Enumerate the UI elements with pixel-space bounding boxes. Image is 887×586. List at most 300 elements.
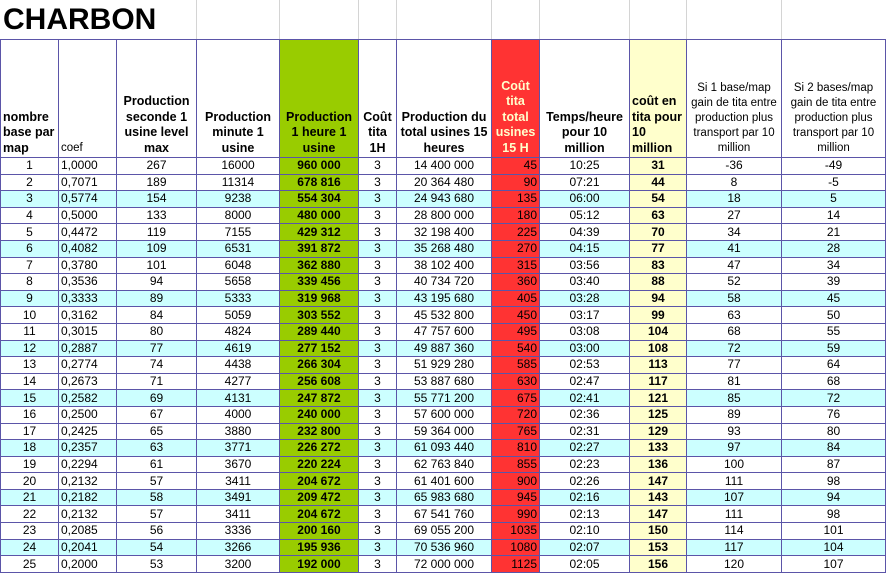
cell-prod-seconde[interactable]: 119 <box>117 224 197 241</box>
cell-cout-total[interactable]: 1080 <box>492 539 540 556</box>
cell-cout-10m[interactable]: 108 <box>630 340 687 357</box>
cell-coef[interactable]: 0,3015 <box>59 323 117 340</box>
cell-prod-heure[interactable]: 232 800 <box>280 423 359 440</box>
cell-prod-minute[interactable]: 4131 <box>197 390 280 407</box>
cell-coef[interactable]: 0,3333 <box>59 290 117 307</box>
cell-si2[interactable]: 45 <box>782 290 886 307</box>
cell-cout-10m[interactable]: 147 <box>630 506 687 523</box>
cell-si1[interactable]: 120 <box>687 556 782 573</box>
cell-cout-10m[interactable]: 94 <box>630 290 687 307</box>
cell-si2[interactable]: 34 <box>782 257 886 274</box>
cell-si2[interactable]: 107 <box>782 556 886 573</box>
cell-cout-tita[interactable]: 3 <box>359 224 397 241</box>
cell-prod-minute[interactable]: 3411 <box>197 473 280 490</box>
cell-coef[interactable]: 0,7071 <box>59 174 117 191</box>
cell-prod-heure[interactable]: 204 672 <box>280 506 359 523</box>
cell-si1[interactable]: 34 <box>687 224 782 241</box>
cell-si1[interactable]: 97 <box>687 440 782 457</box>
cell-cout-10m[interactable]: 63 <box>630 207 687 224</box>
cell-si1[interactable]: 77 <box>687 357 782 374</box>
cell-prod-total[interactable]: 53 887 680 <box>397 373 492 390</box>
cell-si1[interactable]: 8 <box>687 174 782 191</box>
cell-prod-total[interactable]: 61 093 440 <box>397 440 492 457</box>
cell-si2[interactable]: 39 <box>782 274 886 291</box>
cell-temps[interactable]: 02:41 <box>540 390 630 407</box>
cell-temps[interactable]: 03:56 <box>540 257 630 274</box>
header-prod-total[interactable]: Production du total usines 15 heures <box>397 40 492 158</box>
cell-cout-total[interactable]: 765 <box>492 423 540 440</box>
cell-cout-tita[interactable]: 3 <box>359 240 397 257</box>
cell-cout-total[interactable]: 810 <box>492 440 540 457</box>
cell-coef[interactable]: 0,2582 <box>59 390 117 407</box>
cell-prod-total[interactable]: 24 943 680 <box>397 191 492 208</box>
cell-prod-total[interactable]: 61 401 600 <box>397 473 492 490</box>
cell-prod-heure[interactable]: 277 152 <box>280 340 359 357</box>
cell-coef[interactable]: 0,5000 <box>59 207 117 224</box>
cell-prod-heure[interactable]: 289 440 <box>280 323 359 340</box>
cell-prod-total[interactable]: 67 541 760 <box>397 506 492 523</box>
cell-si1[interactable]: 111 <box>687 506 782 523</box>
cell-si2[interactable]: 5 <box>782 191 886 208</box>
cell-nombre[interactable]: 11 <box>1 323 59 340</box>
cell-cout-total[interactable]: 630 <box>492 373 540 390</box>
cell-si2[interactable]: -49 <box>782 158 886 175</box>
cell-si1[interactable]: 89 <box>687 406 782 423</box>
cell-cout-10m[interactable]: 147 <box>630 473 687 490</box>
cell-coef[interactable]: 0,2000 <box>59 556 117 573</box>
cell-prod-heure[interactable]: 247 872 <box>280 390 359 407</box>
cell-cout-total[interactable]: 585 <box>492 357 540 374</box>
cell-prod-seconde[interactable]: 74 <box>117 357 197 374</box>
cell-prod-total[interactable]: 35 268 480 <box>397 240 492 257</box>
cell-prod-minute[interactable]: 4277 <box>197 373 280 390</box>
cell-prod-minute[interactable]: 3200 <box>197 556 280 573</box>
cell-cout-total[interactable]: 945 <box>492 489 540 506</box>
cell-cout-10m[interactable]: 99 <box>630 307 687 324</box>
cell-prod-minute[interactable]: 4438 <box>197 357 280 374</box>
cell-prod-heure[interactable]: 204 672 <box>280 473 359 490</box>
cell-prod-heure[interactable]: 226 272 <box>280 440 359 457</box>
cell-prod-minute[interactable]: 9238 <box>197 191 280 208</box>
cell-prod-minute[interactable]: 3670 <box>197 456 280 473</box>
cell-cout-tita[interactable]: 3 <box>359 473 397 490</box>
cell-cout-tita[interactable]: 3 <box>359 307 397 324</box>
cell-prod-total[interactable]: 49 887 360 <box>397 340 492 357</box>
cell-cout-10m[interactable]: 104 <box>630 323 687 340</box>
cell-si1[interactable]: 41 <box>687 240 782 257</box>
cell-si2[interactable]: 59 <box>782 340 886 357</box>
cell-prod-seconde[interactable]: 154 <box>117 191 197 208</box>
cell-si1[interactable]: 47 <box>687 257 782 274</box>
cell-cout-total[interactable]: 360 <box>492 274 540 291</box>
cell-coef[interactable]: 0,2425 <box>59 423 117 440</box>
cell-temps[interactable]: 02:36 <box>540 406 630 423</box>
cell-prod-heure[interactable]: 240 000 <box>280 406 359 423</box>
cell-cout-total[interactable]: 900 <box>492 473 540 490</box>
cell-temps[interactable]: 02:13 <box>540 506 630 523</box>
cell-temps[interactable]: 03:08 <box>540 323 630 340</box>
cell-si1[interactable]: 85 <box>687 390 782 407</box>
cell-si2[interactable]: 28 <box>782 240 886 257</box>
cell-coef[interactable]: 0,2887 <box>59 340 117 357</box>
cell-temps[interactable]: 07:21 <box>540 174 630 191</box>
cell-prod-minute[interactable]: 4824 <box>197 323 280 340</box>
cell-prod-heure[interactable]: 303 552 <box>280 307 359 324</box>
cell-coef[interactable]: 0,2182 <box>59 489 117 506</box>
cell-prod-seconde[interactable]: 57 <box>117 506 197 523</box>
cell-si2[interactable]: -5 <box>782 174 886 191</box>
cell-prod-seconde[interactable]: 61 <box>117 456 197 473</box>
cell-prod-total[interactable]: 14 400 000 <box>397 158 492 175</box>
cell-cout-total[interactable]: 225 <box>492 224 540 241</box>
cell-prod-heure[interactable]: 554 304 <box>280 191 359 208</box>
cell-prod-seconde[interactable]: 58 <box>117 489 197 506</box>
cell-cout-total[interactable]: 270 <box>492 240 540 257</box>
cell-prod-total[interactable]: 72 000 000 <box>397 556 492 573</box>
cell-prod-heure[interactable]: 209 472 <box>280 489 359 506</box>
cell-cout-tita[interactable]: 3 <box>359 423 397 440</box>
cell-cout-total[interactable]: 540 <box>492 340 540 357</box>
cell-si1[interactable]: 52 <box>687 274 782 291</box>
cell-nombre[interactable]: 8 <box>1 274 59 291</box>
cell-prod-heure[interactable]: 339 456 <box>280 274 359 291</box>
cell-temps[interactable]: 02:26 <box>540 473 630 490</box>
cell-prod-heure[interactable]: 960 000 <box>280 158 359 175</box>
header-prod-minute[interactable]: Production minute 1 usine <box>197 40 280 158</box>
cell-cout-total[interactable]: 495 <box>492 323 540 340</box>
cell-cout-10m[interactable]: 125 <box>630 406 687 423</box>
cell-cout-10m[interactable]: 44 <box>630 174 687 191</box>
cell-nombre[interactable]: 21 <box>1 489 59 506</box>
cell-cout-10m[interactable]: 121 <box>630 390 687 407</box>
cell-prod-seconde[interactable]: 63 <box>117 440 197 457</box>
cell-temps[interactable]: 02:47 <box>540 373 630 390</box>
cell-cout-total[interactable]: 45 <box>492 158 540 175</box>
cell-prod-total[interactable]: 32 198 400 <box>397 224 492 241</box>
cell-cout-tita[interactable]: 3 <box>359 357 397 374</box>
cell-si1[interactable]: -36 <box>687 158 782 175</box>
cell-coef[interactable]: 0,2294 <box>59 456 117 473</box>
cell-si1[interactable]: 111 <box>687 473 782 490</box>
cell-prod-heure[interactable]: 429 312 <box>280 224 359 241</box>
cell-nombre[interactable]: 7 <box>1 257 59 274</box>
cell-cout-10m[interactable]: 83 <box>630 257 687 274</box>
cell-temps[interactable]: 02:31 <box>540 423 630 440</box>
header-prod-heure[interactable]: Production 1 heure 1 usine <box>280 40 359 158</box>
cell-cout-tita[interactable]: 3 <box>359 506 397 523</box>
cell-prod-total[interactable]: 20 364 480 <box>397 174 492 191</box>
cell-cout-10m[interactable]: 143 <box>630 489 687 506</box>
cell-coef[interactable]: 0,4472 <box>59 224 117 241</box>
cell-temps[interactable]: 02:27 <box>540 440 630 457</box>
cell-prod-seconde[interactable]: 189 <box>117 174 197 191</box>
cell-temps[interactable]: 02:16 <box>540 489 630 506</box>
cell-prod-minute[interactable]: 5333 <box>197 290 280 307</box>
cell-coef[interactable]: 0,3536 <box>59 274 117 291</box>
cell-cout-total[interactable]: 990 <box>492 506 540 523</box>
cell-coef[interactable]: 0,2774 <box>59 357 117 374</box>
cell-si1[interactable]: 72 <box>687 340 782 357</box>
cell-prod-total[interactable]: 57 600 000 <box>397 406 492 423</box>
cell-nombre[interactable]: 10 <box>1 307 59 324</box>
cell-nombre[interactable]: 18 <box>1 440 59 457</box>
cell-prod-total[interactable]: 65 983 680 <box>397 489 492 506</box>
cell-prod-minute[interactable]: 3771 <box>197 440 280 457</box>
cell-prod-minute[interactable]: 6531 <box>197 240 280 257</box>
cell-temps[interactable]: 10:25 <box>540 158 630 175</box>
cell-si2[interactable]: 98 <box>782 473 886 490</box>
cell-cout-tita[interactable]: 3 <box>359 290 397 307</box>
cell-nombre[interactable]: 19 <box>1 456 59 473</box>
cell-nombre[interactable]: 2 <box>1 174 59 191</box>
cell-prod-minute[interactable]: 4000 <box>197 406 280 423</box>
cell-cout-10m[interactable]: 70 <box>630 224 687 241</box>
cell-prod-seconde[interactable]: 267 <box>117 158 197 175</box>
cell-coef[interactable]: 1,0000 <box>59 158 117 175</box>
cell-cout-10m[interactable]: 88 <box>630 274 687 291</box>
cell-coef[interactable]: 0,5774 <box>59 191 117 208</box>
cell-prod-seconde[interactable]: 133 <box>117 207 197 224</box>
cell-prod-total[interactable]: 40 734 720 <box>397 274 492 291</box>
cell-si2[interactable]: 55 <box>782 323 886 340</box>
cell-temps[interactable]: 02:07 <box>540 539 630 556</box>
cell-prod-seconde[interactable]: 101 <box>117 257 197 274</box>
cell-cout-10m[interactable]: 129 <box>630 423 687 440</box>
cell-prod-seconde[interactable]: 65 <box>117 423 197 440</box>
cell-cout-tita[interactable]: 3 <box>359 523 397 540</box>
cell-si1[interactable]: 100 <box>687 456 782 473</box>
cell-si1[interactable]: 18 <box>687 191 782 208</box>
cell-prod-seconde[interactable]: 77 <box>117 340 197 357</box>
cell-si2[interactable]: 21 <box>782 224 886 241</box>
cell-cout-tita[interactable]: 3 <box>359 373 397 390</box>
cell-cout-tita[interactable]: 3 <box>359 207 397 224</box>
cell-cout-10m[interactable]: 54 <box>630 191 687 208</box>
cell-prod-total[interactable]: 28 800 000 <box>397 207 492 224</box>
cell-cout-total[interactable]: 450 <box>492 307 540 324</box>
cell-temps[interactable]: 03:28 <box>540 290 630 307</box>
cell-temps[interactable]: 03:40 <box>540 274 630 291</box>
cell-prod-total[interactable]: 55 771 200 <box>397 390 492 407</box>
cell-cout-tita[interactable]: 3 <box>359 340 397 357</box>
cell-prod-total[interactable]: 45 532 800 <box>397 307 492 324</box>
cell-nombre[interactable]: 25 <box>1 556 59 573</box>
cell-prod-heure[interactable]: 256 608 <box>280 373 359 390</box>
cell-cout-tita[interactable]: 3 <box>359 174 397 191</box>
cell-prod-seconde[interactable]: 109 <box>117 240 197 257</box>
cell-prod-heure[interactable]: 266 304 <box>280 357 359 374</box>
header-si1[interactable]: Si 1 base/map gain de tita entre production plus transport par 10 million <box>687 40 782 158</box>
cell-nombre[interactable]: 1 <box>1 158 59 175</box>
cell-prod-minute[interactable]: 5059 <box>197 307 280 324</box>
header-cout-tita[interactable]: Coût tita 1H <box>359 40 397 158</box>
cell-prod-seconde[interactable]: 69 <box>117 390 197 407</box>
cell-prod-total[interactable]: 47 757 600 <box>397 323 492 340</box>
cell-si2[interactable]: 80 <box>782 423 886 440</box>
cell-si1[interactable]: 114 <box>687 523 782 540</box>
cell-cout-10m[interactable]: 150 <box>630 523 687 540</box>
cell-temps[interactable]: 03:00 <box>540 340 630 357</box>
cell-prod-seconde[interactable]: 80 <box>117 323 197 340</box>
cell-cout-tita[interactable]: 3 <box>359 489 397 506</box>
cell-nombre[interactable]: 23 <box>1 523 59 540</box>
cell-coef[interactable]: 0,2673 <box>59 373 117 390</box>
cell-si2[interactable]: 94 <box>782 489 886 506</box>
cell-si1[interactable]: 63 <box>687 307 782 324</box>
cell-cout-10m[interactable]: 136 <box>630 456 687 473</box>
cell-si1[interactable]: 93 <box>687 423 782 440</box>
cell-si2[interactable]: 98 <box>782 506 886 523</box>
cell-temps[interactable]: 05:12 <box>540 207 630 224</box>
cell-nombre[interactable]: 24 <box>1 539 59 556</box>
cell-prod-minute[interactable]: 3411 <box>197 506 280 523</box>
cell-cout-tita[interactable]: 3 <box>359 539 397 556</box>
cell-nombre[interactable]: 17 <box>1 423 59 440</box>
cell-coef[interactable]: 0,3162 <box>59 307 117 324</box>
cell-prod-total[interactable]: 62 763 840 <box>397 456 492 473</box>
cell-cout-10m[interactable]: 77 <box>630 240 687 257</box>
cell-coef[interactable]: 0,2085 <box>59 523 117 540</box>
cell-cout-10m[interactable]: 133 <box>630 440 687 457</box>
cell-coef[interactable]: 0,3780 <box>59 257 117 274</box>
cell-si1[interactable]: 68 <box>687 323 782 340</box>
cell-prod-seconde[interactable]: 67 <box>117 406 197 423</box>
header-cout-total[interactable]: Coût tita total usines 15 H <box>492 40 540 158</box>
cell-cout-10m[interactable]: 156 <box>630 556 687 573</box>
cell-prod-heure[interactable]: 678 816 <box>280 174 359 191</box>
cell-temps[interactable]: 02:53 <box>540 357 630 374</box>
cell-prod-minute[interactable]: 3266 <box>197 539 280 556</box>
cell-nombre[interactable]: 5 <box>1 224 59 241</box>
cell-cout-tita[interactable]: 3 <box>359 406 397 423</box>
cell-si2[interactable]: 87 <box>782 456 886 473</box>
header-nombre[interactable]: nombre base par map <box>1 40 59 158</box>
cell-cout-total[interactable]: 675 <box>492 390 540 407</box>
cell-temps[interactable]: 02:10 <box>540 523 630 540</box>
cell-si2[interactable]: 104 <box>782 539 886 556</box>
cell-prod-minute[interactable]: 16000 <box>197 158 280 175</box>
cell-coef[interactable]: 0,2132 <box>59 473 117 490</box>
cell-cout-total[interactable]: 855 <box>492 456 540 473</box>
cell-prod-seconde[interactable]: 56 <box>117 523 197 540</box>
cell-nombre[interactable]: 14 <box>1 373 59 390</box>
cell-nombre[interactable]: 3 <box>1 191 59 208</box>
cell-cout-tita[interactable]: 3 <box>359 456 397 473</box>
cell-nombre[interactable]: 20 <box>1 473 59 490</box>
cell-si2[interactable]: 64 <box>782 357 886 374</box>
cell-temps[interactable]: 02:05 <box>540 556 630 573</box>
cell-cout-10m[interactable]: 117 <box>630 373 687 390</box>
cell-prod-minute[interactable]: 8000 <box>197 207 280 224</box>
cell-cout-10m[interactable]: 153 <box>630 539 687 556</box>
cell-cout-10m[interactable]: 31 <box>630 158 687 175</box>
cell-coef[interactable]: 0,2357 <box>59 440 117 457</box>
cell-prod-total[interactable]: 69 055 200 <box>397 523 492 540</box>
cell-si1[interactable]: 27 <box>687 207 782 224</box>
cell-temps[interactable]: 04:39 <box>540 224 630 241</box>
cell-prod-minute[interactable]: 7155 <box>197 224 280 241</box>
cell-prod-seconde[interactable]: 84 <box>117 307 197 324</box>
cell-si2[interactable]: 84 <box>782 440 886 457</box>
cell-cout-total[interactable]: 720 <box>492 406 540 423</box>
cell-cout-total[interactable]: 90 <box>492 174 540 191</box>
cell-coef[interactable]: 0,4082 <box>59 240 117 257</box>
cell-prod-minute[interactable]: 3880 <box>197 423 280 440</box>
cell-si2[interactable]: 76 <box>782 406 886 423</box>
cell-prod-heure[interactable]: 200 160 <box>280 523 359 540</box>
cell-coef[interactable]: 0,2500 <box>59 406 117 423</box>
header-prod-seconde[interactable]: Production seconde 1 usine level max <box>117 40 197 158</box>
cell-prod-seconde[interactable]: 94 <box>117 274 197 291</box>
cell-nombre[interactable]: 16 <box>1 406 59 423</box>
cell-si2[interactable]: 101 <box>782 523 886 540</box>
cell-nombre[interactable]: 6 <box>1 240 59 257</box>
cell-prod-heure[interactable]: 391 872 <box>280 240 359 257</box>
cell-cout-tita[interactable]: 3 <box>359 191 397 208</box>
cell-nombre[interactable]: 13 <box>1 357 59 374</box>
cell-temps[interactable]: 03:17 <box>540 307 630 324</box>
cell-prod-seconde[interactable]: 89 <box>117 290 197 307</box>
header-coef[interactable]: coef <box>59 40 117 158</box>
cell-prod-total[interactable]: 51 929 280 <box>397 357 492 374</box>
cell-cout-tita[interactable]: 3 <box>359 556 397 573</box>
cell-si1[interactable]: 58 <box>687 290 782 307</box>
cell-cout-total[interactable]: 135 <box>492 191 540 208</box>
cell-si1[interactable]: 117 <box>687 539 782 556</box>
cell-prod-minute[interactable]: 3491 <box>197 489 280 506</box>
cell-cout-tita[interactable]: 3 <box>359 257 397 274</box>
cell-temps[interactable]: 04:15 <box>540 240 630 257</box>
cell-si2[interactable]: 72 <box>782 390 886 407</box>
cell-cout-tita[interactable]: 3 <box>359 323 397 340</box>
cell-prod-minute[interactable]: 3336 <box>197 523 280 540</box>
cell-cout-tita[interactable]: 3 <box>359 390 397 407</box>
cell-prod-heure[interactable]: 195 936 <box>280 539 359 556</box>
cell-cout-total[interactable]: 1125 <box>492 556 540 573</box>
cell-cout-total[interactable]: 405 <box>492 290 540 307</box>
cell-nombre[interactable]: 15 <box>1 390 59 407</box>
cell-temps[interactable]: 02:23 <box>540 456 630 473</box>
cell-prod-seconde[interactable]: 57 <box>117 473 197 490</box>
cell-coef[interactable]: 0,2132 <box>59 506 117 523</box>
cell-prod-minute[interactable]: 6048 <box>197 257 280 274</box>
cell-prod-heure[interactable]: 220 224 <box>280 456 359 473</box>
cell-prod-seconde[interactable]: 54 <box>117 539 197 556</box>
cell-prod-heure[interactable]: 192 000 <box>280 556 359 573</box>
cell-cout-tita[interactable]: 3 <box>359 274 397 291</box>
cell-nombre[interactable]: 4 <box>1 207 59 224</box>
cell-prod-total[interactable]: 70 536 960 <box>397 539 492 556</box>
cell-si2[interactable]: 50 <box>782 307 886 324</box>
header-si2[interactable]: Si 2 bases/map gain de tita entre production plus transport par 10 million <box>782 40 886 158</box>
cell-prod-seconde[interactable]: 53 <box>117 556 197 573</box>
cell-cout-total[interactable]: 180 <box>492 207 540 224</box>
cell-temps[interactable]: 06:00 <box>540 191 630 208</box>
cell-nombre[interactable]: 22 <box>1 506 59 523</box>
header-cout-10m[interactable]: coût en tita pour 10 million <box>630 40 687 158</box>
cell-si1[interactable]: 107 <box>687 489 782 506</box>
cell-prod-seconde[interactable]: 71 <box>117 373 197 390</box>
cell-prod-minute[interactable]: 11314 <box>197 174 280 191</box>
cell-prod-heure[interactable]: 319 968 <box>280 290 359 307</box>
cell-cout-tita[interactable]: 3 <box>359 440 397 457</box>
cell-coef[interactable]: 0,2041 <box>59 539 117 556</box>
cell-nombre[interactable]: 12 <box>1 340 59 357</box>
header-temps[interactable]: Temps/heure pour 10 million <box>540 40 630 158</box>
cell-cout-10m[interactable]: 113 <box>630 357 687 374</box>
cell-cout-total[interactable]: 315 <box>492 257 540 274</box>
cell-prod-total[interactable]: 59 364 000 <box>397 423 492 440</box>
